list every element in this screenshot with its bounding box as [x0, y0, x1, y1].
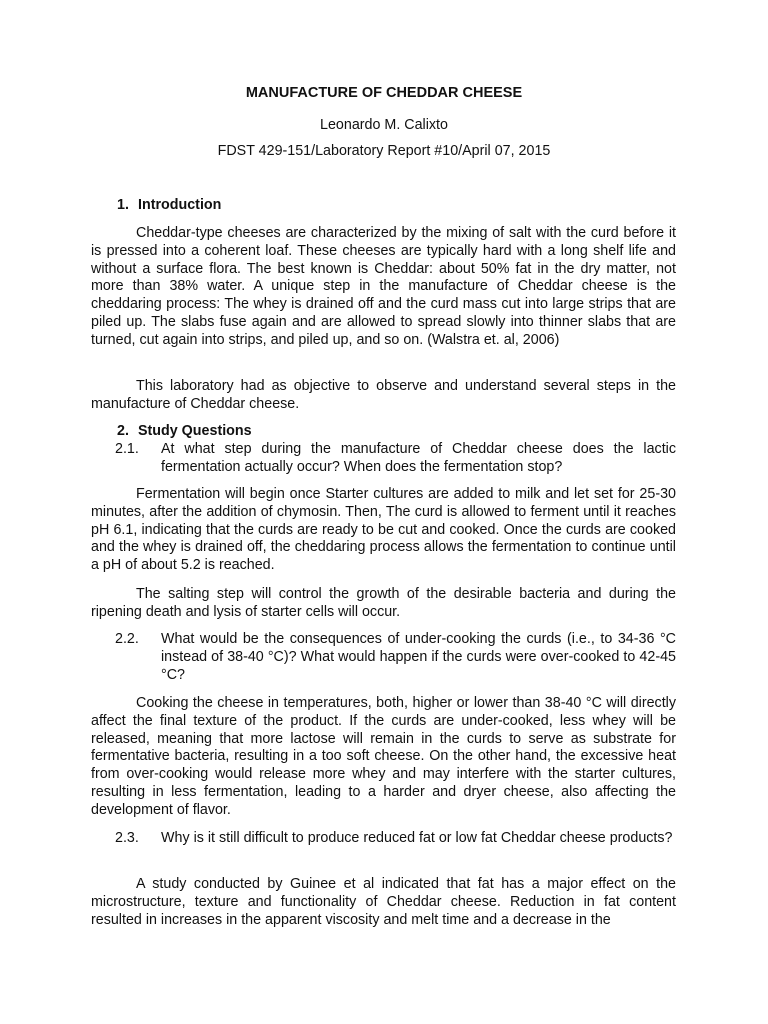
author-name: Leonardo M. Calixto: [320, 117, 448, 133]
study-question-2-3: [115, 830, 676, 848]
question-number: 2.2.: [115, 631, 139, 647]
section-number: 1.: [117, 197, 129, 213]
section-number: 2.: [117, 423, 129, 439]
answer-paragraph: Fermentation will begin once Starter cultures are added to milk and let set for 25-30 minutes, after the addition of chymosin. Then, The curd is allowed to ferment until it reaches pH 6.1, indicating that the curds are ready to be cut and cooked. Once the curds are cooked and the whey is drained off, the cheddaring process allows the fermentation to continue until a pH of about 5.2 is reached.: [91, 486, 676, 574]
study-question-2-1: [115, 441, 676, 477]
introduction-objective-paragraph: This laboratory had as objective to observe and understand several steps in the manufacture of Cheddar cheese.: [91, 378, 676, 412]
section-heading-study-questions: [117, 423, 252, 441]
answer-paragraph: Cooking the cheese in temperatures, both, higher or lower than 38-40 °C will directly affect the final texture of the product. If the curds are under-cooked, less whey will be released, meaning that more lactose will remain in the curds to serve as substrate for fermentative bacteria, resulting in a too soft cheese. On the other hand, the excessive heat from over-cooking would release more whey and may interfere with the starter cultures, resulting in less fermentation, leading to a harder and dryer cheese, also affecting the development of flavor.: [91, 695, 676, 818]
question-text: What would be the consequences of under-cooking the curds (i.e., to 34-36 °C instead of 38-40 °C)? What would happen if the curds were over-cooked to 42-45 °C?: [161, 631, 676, 683]
question-number: 2.1.: [115, 441, 139, 457]
section-title: Study Questions: [138, 423, 252, 439]
question-number: 2.3.: [115, 830, 139, 846]
study-question-2-2: [115, 631, 676, 684]
section-heading-introduction: [117, 197, 221, 215]
document-title: MANUFACTURE OF CHEDDAR CHEESE: [245, 85, 523, 101]
course-report-line: FDST 429-151/Laboratory Report #10/April 07, 2015: [217, 143, 551, 159]
answer-paragraph: A study conducted by Guinee et al indicated that fat has a major effect on the microstructure, texture and functionality of Cheddar cheese. Reduction in fat content resulted in increases in the apparent viscosity and melt time and a decrease in the: [91, 876, 676, 928]
answer-paragraph: The salting step will control the growth of the desirable bacteria and during the ripening death and lysis of starter cells will occur.: [91, 586, 676, 620]
introduction-paragraph: Cheddar-type cheeses are characterized by the mixing of salt with the curd before it is pressed into a coherent loaf. These cheeses are typically hard with a long shelf life and without a surface flora. The best known is Cheddar: about 50% fat in the dry matter, not more than 38% water. A unique step in the manufacture of Cheddar cheese is the cheddaring process: The whey is drained off and the curd mass cut into large strips that are piled up. The slabs fuse again and are allowed to spread slowly into thinner slabs that are turned, cut again into strips, and piled up, and so on. (Walstra et. al, 2006): [91, 225, 676, 348]
question-text: Why is it still difficult to produce reduced fat or low fat Cheddar cheese products?: [161, 830, 673, 846]
question-text: At what step during the manufacture of Cheddar cheese does the lactic fermentation actually occur? When does the fermentation stop?: [161, 441, 676, 475]
section-title: Introduction: [138, 197, 222, 213]
